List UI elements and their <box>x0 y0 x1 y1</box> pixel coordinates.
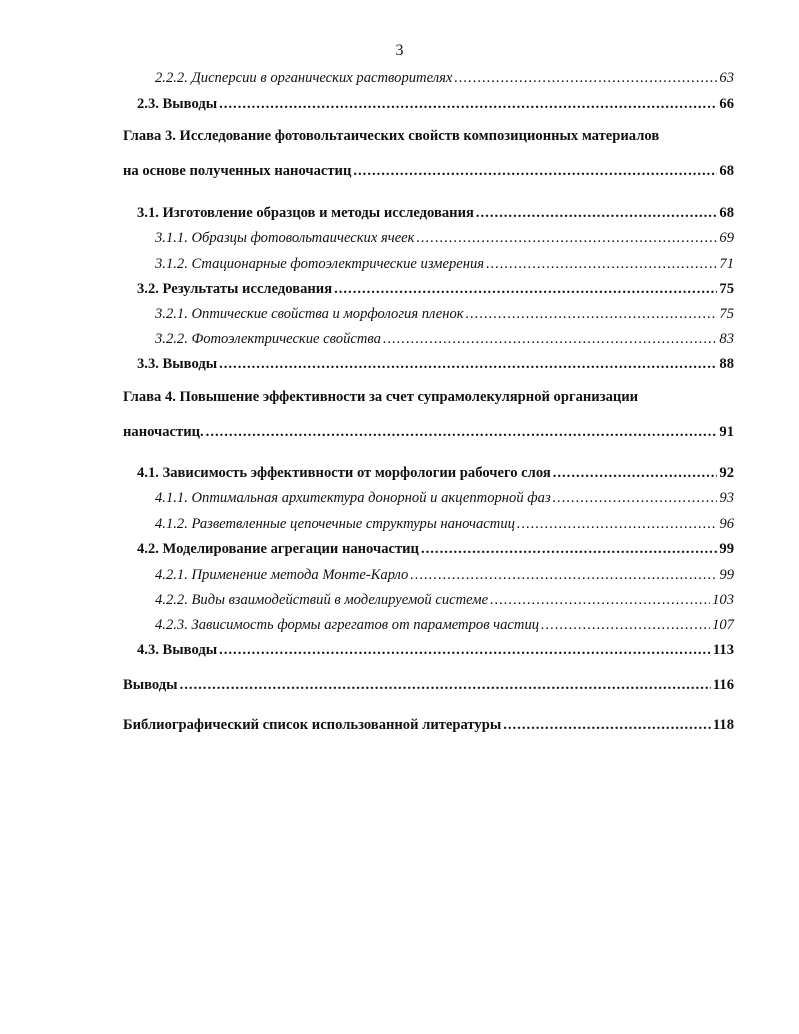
toc-entry-page: 113 <box>712 642 734 658</box>
toc-entry <box>137 96 734 113</box>
toc-entry-page: 75 <box>719 281 734 297</box>
toc-entry-title: 3.2. Результаты исследования <box>137 281 333 297</box>
toc-leader-dots <box>476 205 718 222</box>
toc-entry-title: 4.2.1. Применение метода Монте-Карло <box>155 567 409 583</box>
toc-entry <box>155 70 734 87</box>
toc-entry <box>137 205 734 222</box>
toc-entry <box>137 356 734 373</box>
toc-entry-page: 71 <box>719 256 734 272</box>
toc-leader-dots <box>416 230 717 247</box>
toc-entry-title: Библиографический список использованной литературы <box>123 717 502 733</box>
toc-entry-page: 68 <box>719 163 734 179</box>
toc-entry-page: 96 <box>719 516 734 532</box>
toc-entry-title: 4.2.2. Виды взаимодействий в моделируемой системе <box>155 592 489 608</box>
toc-entry <box>155 331 734 348</box>
toc-entry-page: 83 <box>719 331 734 347</box>
toc-entry-title: 4.2. Моделирование агрегации наночастиц <box>137 541 419 557</box>
toc-entry-page: 118 <box>712 717 734 733</box>
toc-entry-title: 3.2.2. Фотоэлектрические свойства <box>155 331 381 347</box>
toc-entry-page: 116 <box>712 677 734 693</box>
toc-entry-page: 99 <box>719 541 734 557</box>
toc-entry <box>137 541 734 558</box>
toc-entry <box>155 567 734 584</box>
chapter-4-heading: Глава 4. Повышение эффективности за счет супрамолекулярной организации <box>123 389 639 405</box>
toc-entry-page: 63 <box>719 70 734 86</box>
toc-entry-title: 3.1. Изготовление образцов и методы исследования <box>137 205 474 221</box>
toc-entry <box>123 677 734 694</box>
toc-entry-page: 93 <box>719 490 734 506</box>
toc-entry-title: 3.2.1. Оптические свойства и морфология пленок <box>155 306 464 322</box>
toc-entry <box>123 424 734 441</box>
toc-entry-title: 4.2.3. Зависимость формы агрегатов от параметров частиц <box>155 617 540 633</box>
toc-leader-dots <box>454 70 717 87</box>
toc-entry <box>137 642 734 659</box>
toc-leader-dots <box>219 96 717 113</box>
toc-entry-page: 69 <box>719 230 734 246</box>
toc-entry-title: 4.1. Зависимость эффективности от морфологии рабочего слоя <box>137 465 551 481</box>
toc-entry-page: 66 <box>719 96 734 112</box>
toc-leader-dots <box>553 490 718 507</box>
toc-entry-title: Выводы <box>123 677 178 693</box>
toc-entry-title: 3.1.1. Образцы фотовольтаических ячеек <box>155 230 415 246</box>
toc-entry-title: 3.1.2. Стационарные фотоэлектрические измерения <box>155 256 485 272</box>
toc-entry-title: 2.3. Выводы <box>137 96 218 112</box>
toc-entry-title: 3.3. Выводы <box>137 356 218 372</box>
toc-leader-dots <box>383 331 717 348</box>
toc-entry <box>155 490 734 507</box>
toc-entry-title: 2.2.2. Дисперсии в органических растворителях <box>155 70 453 86</box>
toc-entry-page: 99 <box>719 567 734 583</box>
toc-entry-title: 4.1.1. Оптимальная архитектура донорной и акцепторной фаз <box>155 490 551 506</box>
chapter-3-heading: Глава 3. Исследование фотовольтаических свойств композиционных материалов <box>123 128 660 144</box>
toc-leader-dots <box>334 281 717 298</box>
toc-entry-page: 68 <box>719 205 734 221</box>
toc-entry <box>155 256 734 273</box>
toc-entry <box>123 717 734 734</box>
toc-leader-dots <box>410 567 717 584</box>
toc-entry-page: 103 <box>712 592 734 608</box>
toc-leader-dots <box>486 256 717 273</box>
toc-leader-dots <box>541 617 710 634</box>
toc-entry-title: на основе полученных наночастиц <box>123 163 352 179</box>
toc-entry <box>155 516 734 533</box>
toc-entry-page: 75 <box>719 306 734 322</box>
toc-leader-dots <box>517 516 717 533</box>
toc-leader-dots <box>353 163 717 180</box>
toc-entry <box>137 281 734 298</box>
toc-leader-dots <box>206 424 718 441</box>
toc-entry <box>155 617 734 634</box>
toc-leader-dots <box>421 541 717 558</box>
toc-entry-page: 88 <box>719 356 734 372</box>
toc-entry-page: 92 <box>719 465 734 481</box>
toc-leader-dots <box>466 306 718 323</box>
toc-entry-title: 4.3. Выводы <box>137 642 218 658</box>
toc-entry <box>155 592 734 609</box>
page-number: 3 <box>395 42 404 59</box>
toc-entry-page: 107 <box>712 617 734 633</box>
toc-entry-page: 91 <box>719 424 734 440</box>
toc-leader-dots <box>219 642 711 659</box>
toc-leader-dots <box>180 677 711 694</box>
toc-entry-title: наночастиц. <box>123 424 204 440</box>
toc-leader-dots <box>219 356 717 373</box>
toc-entry <box>155 306 734 323</box>
toc-leader-dots <box>553 465 718 482</box>
toc-entry-title: 4.1.2. Разветвленные цепочечные структуры наночастиц <box>155 516 515 532</box>
toc-entry <box>155 230 734 247</box>
toc-leader-dots <box>490 592 710 609</box>
toc-entry <box>123 163 734 180</box>
toc-leader-dots <box>503 717 711 734</box>
toc-entry <box>137 465 734 482</box>
